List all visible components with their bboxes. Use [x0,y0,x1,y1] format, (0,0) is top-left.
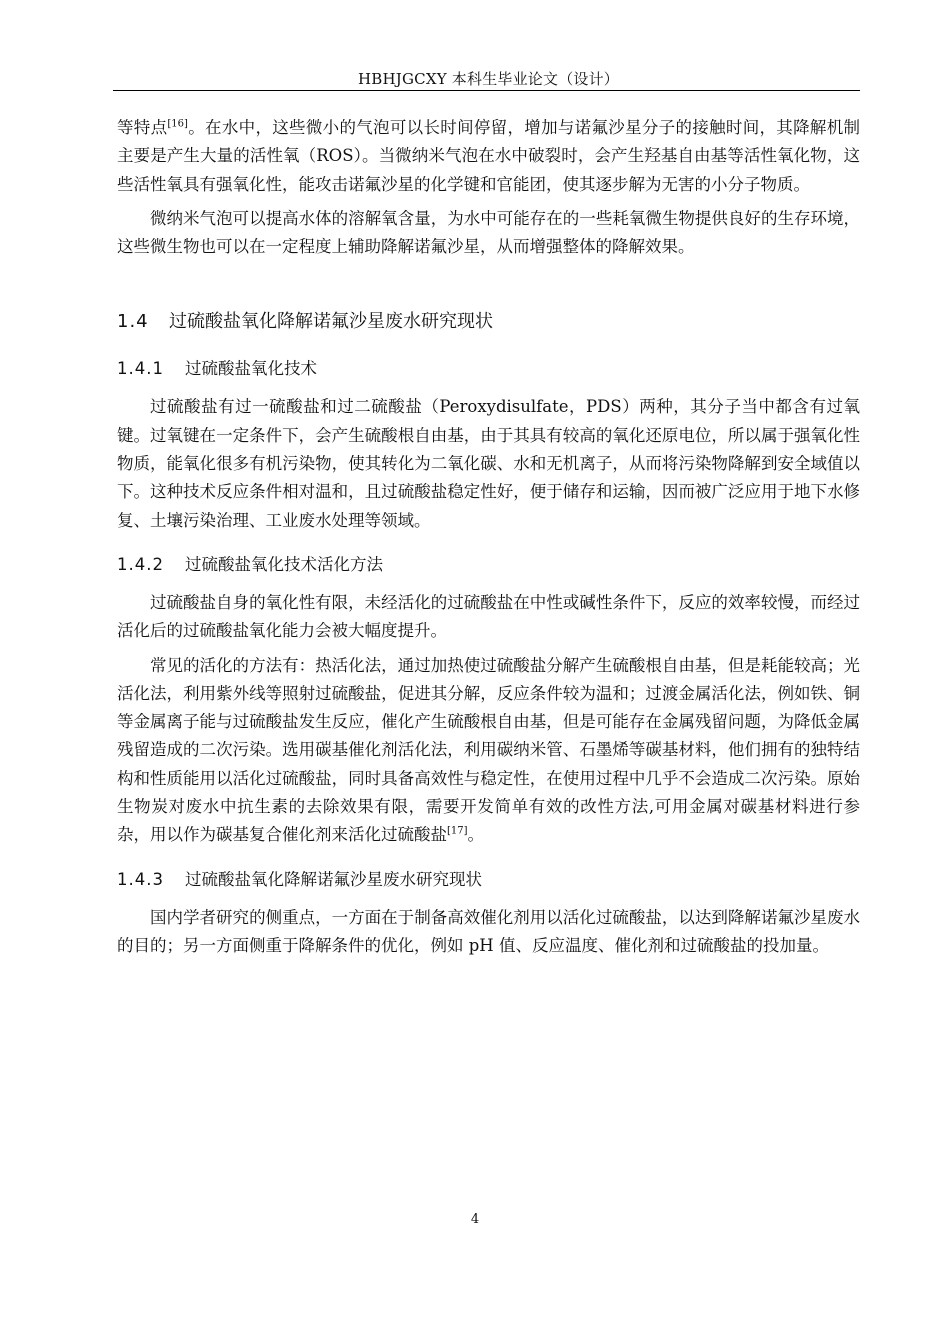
subsection-number: 1.4.3 [117,869,164,889]
section-number: 1.4 [117,311,149,333]
citation-16: [16] [167,118,188,130]
p5-text-pre: 常见的活化的方法有：热活化法，通过加热使过硫酸盐分解产生硫酸根自由基，但是耗能较高；光活化法，利用紫外线等照射过硫酸盐，促进其分解，反应条件较为温和；过渡金属活化法，例如铁、铜等金属离子能与过硫酸盐发生反应，催化产生硫酸根自由基，但是可能存在金属残留问题，为降低金属残留造成的二次污染。选用碳基催化剂活化法，利用碳纳米管、石墨烯等碳基材料，他们拥有的独特结构和性质能用以活化过硫酸盐，同时具备高效性与稳定性，在使用过程中几乎不会造成二次污染。原始生物炭对废水中抗生素的去除效果有限，需要开发简单有效的改性方法,可用金属对碳基材料进行参杂，用以作为碳基复合催化剂来活化过硫酸盐 [117,655,860,845]
section-heading-1-4 [117,307,860,333]
subsection-heading-1-4-1 [117,355,860,379]
page-number: 4 [470,1212,480,1227]
p1-text-post: 。在水中，这些微小的气泡可以长时间停留，增加与诺氟沙星分子的接触时间，其降解机制主要是产生大量的活性氧（ROS）。当微纳米气泡在水中破裂时，会产生羟基自由基等活性氧化物，这些活性氧具有强氧化性，能攻击诺氟沙星的化学键和官能团，使其逐步解为无害的小分子物质。 [117,118,861,194]
subsection-number: 1.4.2 [117,554,164,574]
page-header: HBHJGCXY 本科生毕业论文（设计） [357,70,619,88]
p1-text-pre: 等特点 [117,118,168,137]
subsection-title: 过硫酸盐氧化技术活化方法 [185,554,383,574]
section-title: 过硫酸盐氧化降解诺氟沙星废水研究现状 [169,311,493,333]
paragraph-2: 微纳米气泡可以提高水体的溶解氧含量，为水中可能存在的一些耗氧微生物提供良好的生存环境，这些微生物也可以在一定程度上辅助降解诺氟沙星，从而增强整体的降解效果。 [117,208,860,257]
subsection-heading-1-4-2 [117,551,860,575]
paragraph-1 [117,114,860,199]
page-content [117,114,860,960]
paragraph-3: 过硫酸盐有过一硫酸盐和过二硫酸盐（Peroxydisulfate，PDS）两种，其分子当中都含有过氧键。过氧键在一定条件下，会产生硫酸根自由基，由于其具有较高的氧化还原电位，所以属于强氧化性物质，能氧化很多有机污染物，使其转化为二氧化碳、水和无机离子，从而将污染物降解到安全域值以下。这种技术反应条件相对温和，且过硫酸盐稳定性好，便于储存和运输，因而被广泛应用于地下水修复、土壤污染治理、工业废水处理等领域。 [117,397,860,530]
p5-text-post: 。 [467,825,485,845]
subsection-heading-1-4-3 [117,866,860,890]
subsection-title: 过硫酸盐氧化技术 [185,359,317,379]
header-rule [113,90,860,91]
paragraph-5 [117,652,860,850]
citation-17: [17] [447,825,468,837]
subsection-title: 过硫酸盐氧化降解诺氟沙星废水研究现状 [185,869,482,889]
subsection-number: 1.4.1 [117,359,164,379]
paragraph-4: 过硫酸盐自身的氧化性有限，未经活化的过硫酸盐在中性或碱性条件下，反应的效率较慢，而经过活化后的过硫酸盐氧化能力会被大幅度提升。 [117,592,860,641]
paragraph-6: 国内学者研究的侧重点，一方面在于制备高效催化剂用以活化过硫酸盐，以达到降解诺氟沙星废水的目的；另一方面侧重于降解条件的优化，例如 pH 值、反应温度、催化剂和过硫酸盐的投加量。 [117,907,860,955]
